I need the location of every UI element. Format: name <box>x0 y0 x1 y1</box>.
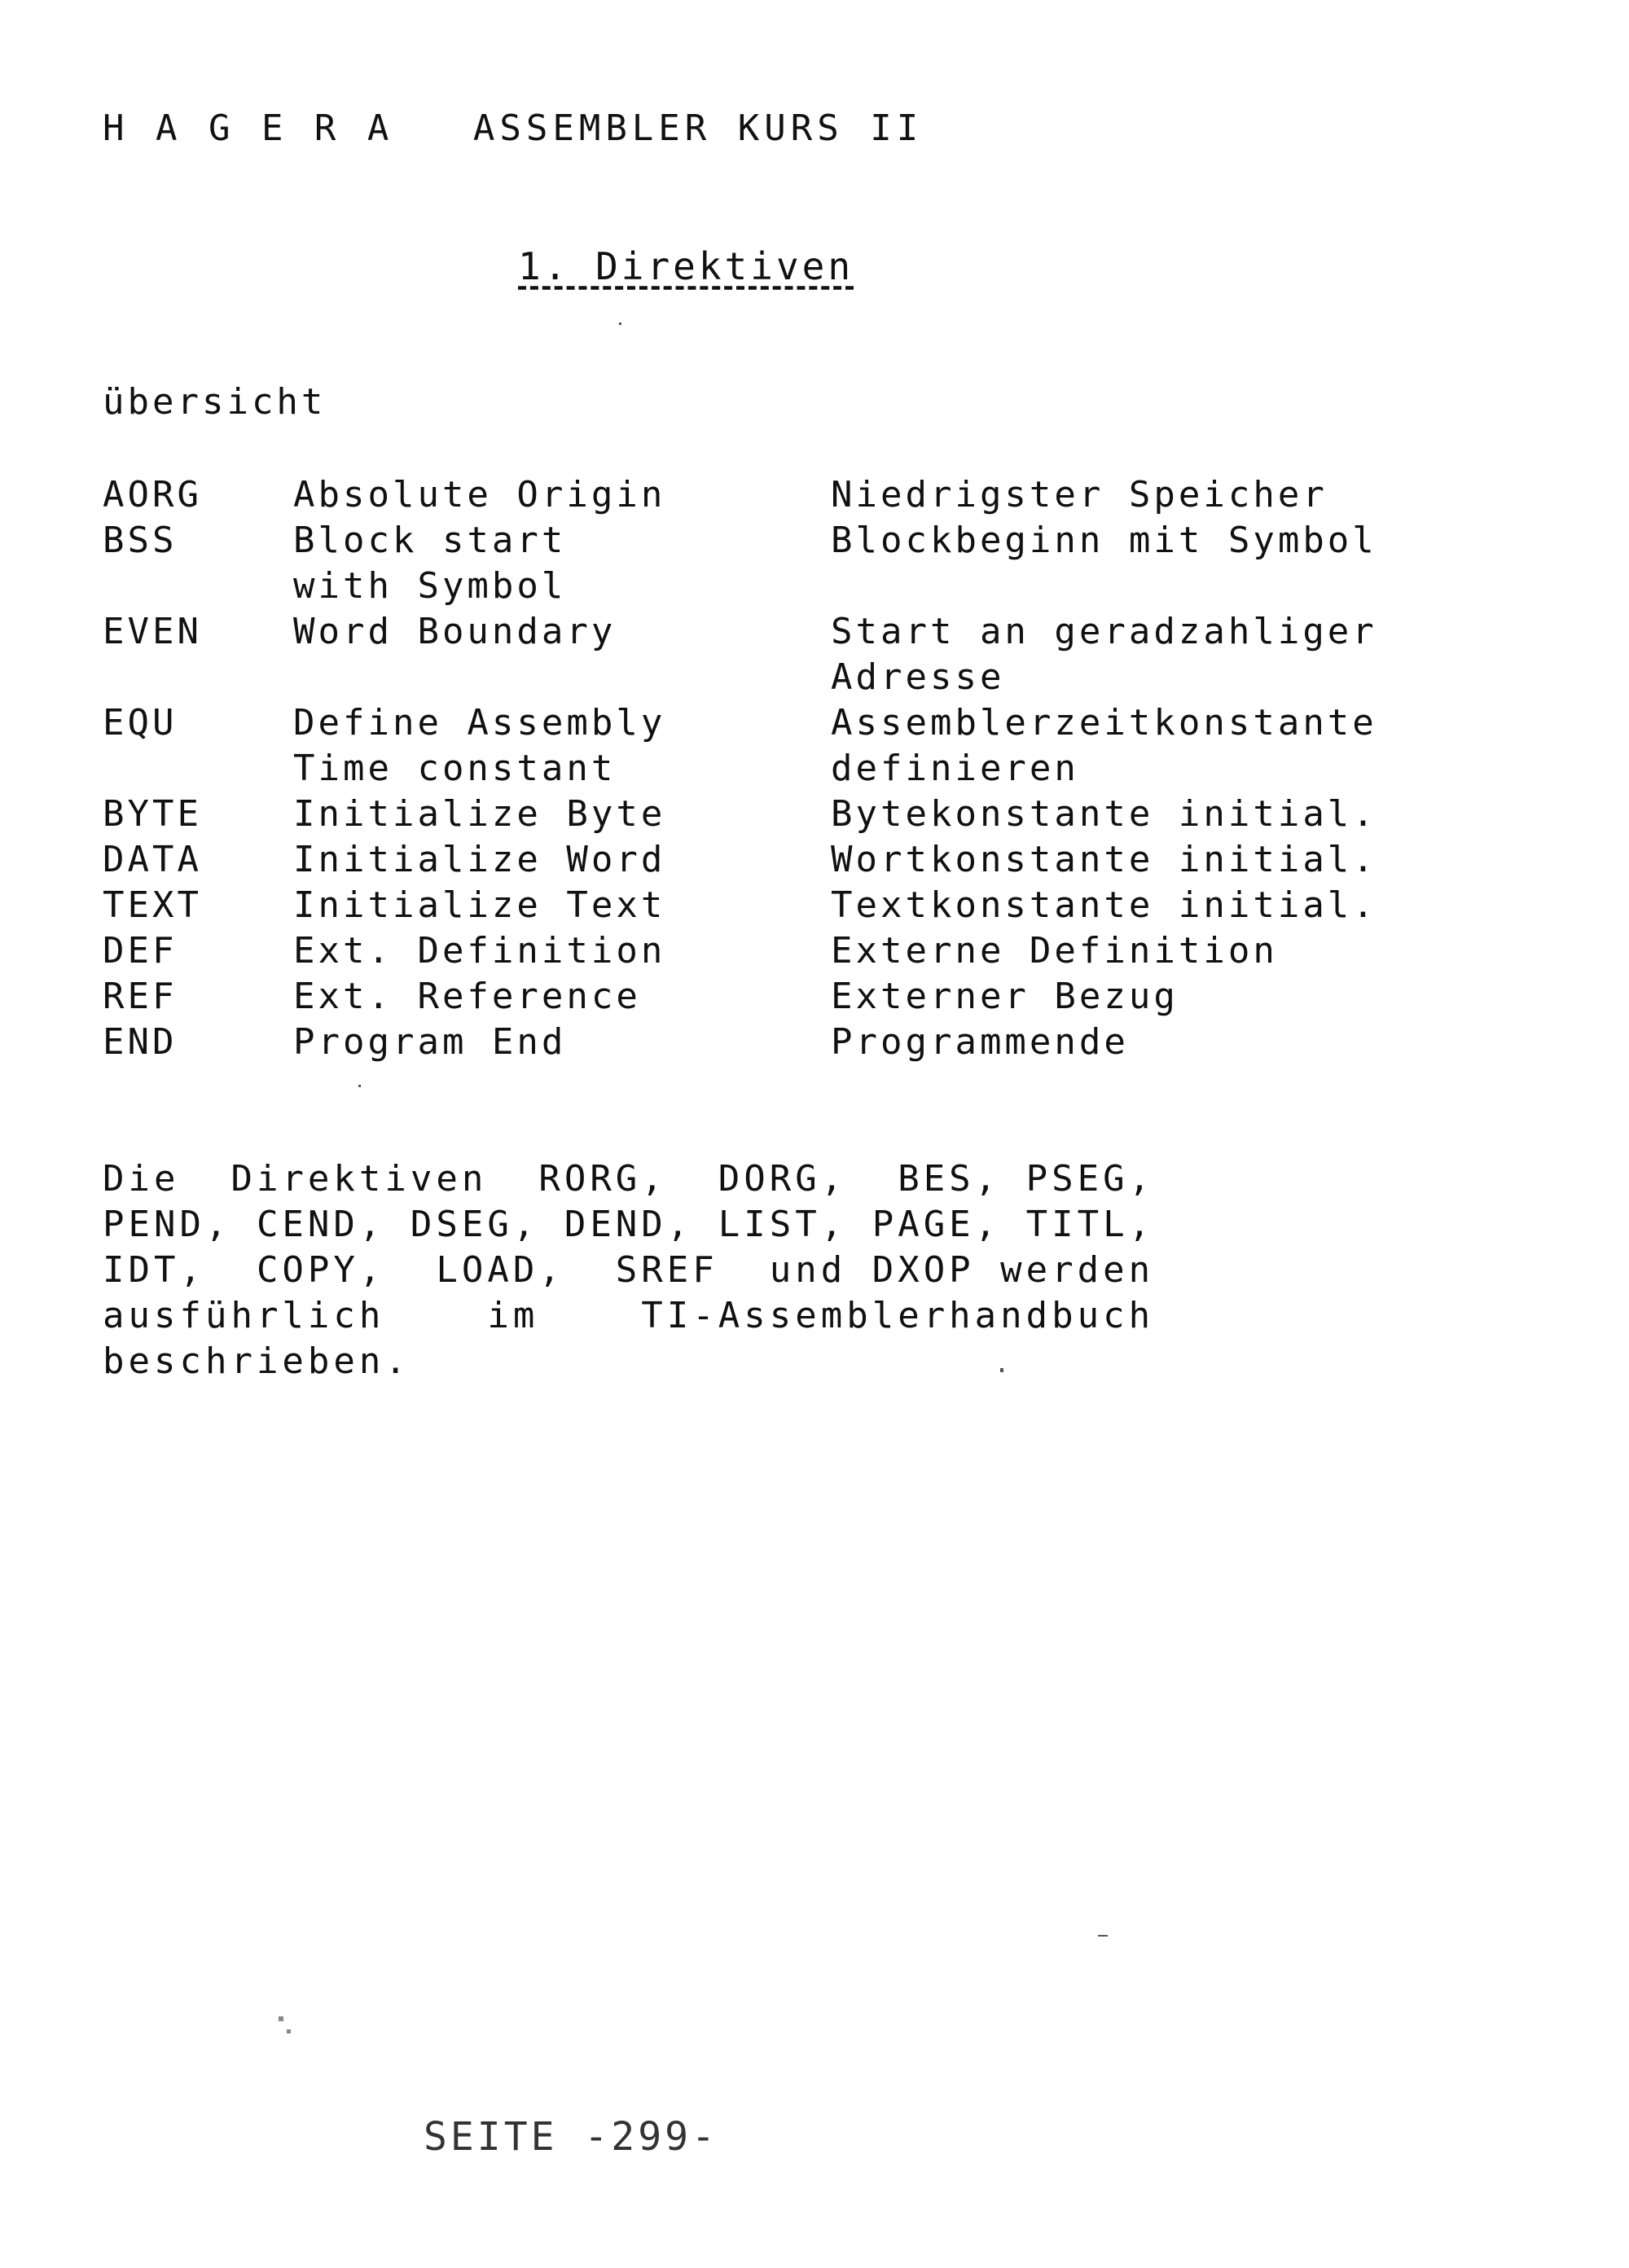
directive-row-text <box>103 883 1564 928</box>
directive-row-byte <box>103 792 1564 837</box>
directive-german-line: definieren <box>831 748 1079 789</box>
directive-english-line: Time constant <box>293 748 617 789</box>
directive-code <box>103 837 293 883</box>
directive-english-line: Program End <box>293 1021 567 1063</box>
directive-english <box>293 609 831 700</box>
directive-code-text: REF <box>103 976 178 1017</box>
scan-speck <box>358 1085 361 1087</box>
directive-english-line: Define Assembly <box>293 702 666 744</box>
paragraph-line: beschrieben. <box>103 1340 411 1382</box>
directive-row-bss <box>103 518 1564 609</box>
directive-row-ref <box>103 974 1564 1020</box>
directive-german <box>831 928 1564 974</box>
directive-english-line: Ext. Definition <box>293 930 666 972</box>
directive-english <box>293 974 831 1020</box>
directive-german <box>831 883 1564 928</box>
directive-english <box>293 518 831 609</box>
directive-english <box>293 928 831 974</box>
directive-english <box>293 472 831 518</box>
directive-code <box>103 700 293 792</box>
directive-german <box>831 974 1564 1020</box>
section-heading: 1. Direktiven <box>518 244 854 288</box>
directive-english-line: Initialize Word <box>293 839 666 880</box>
document-header: H A G E R A ASSEMBLER KURS II <box>103 107 924 149</box>
directive-code <box>103 609 293 700</box>
directive-german <box>831 472 1564 518</box>
directive-german-line: Niedrigster Speicher <box>831 474 1328 515</box>
directive-row-def <box>103 928 1564 974</box>
directive-row-data <box>103 837 1564 883</box>
directive-code-text: DATA <box>103 839 202 880</box>
directive-english <box>293 792 831 837</box>
directive-code <box>103 1020 293 1065</box>
directive-code <box>103 518 293 609</box>
paragraph-line: ausführlich im TI-Assemblerhandbuch <box>103 1295 1155 1336</box>
directive-english-line: Ext. Reference <box>293 976 641 1017</box>
scan-speck <box>1000 1368 1003 1372</box>
directive-german-line: Blockbeginn mit Symbol <box>831 520 1377 561</box>
directive-row-equ <box>103 700 1564 792</box>
directive-german <box>831 518 1564 609</box>
directive-german-line: Start an geradzahliger <box>831 611 1377 652</box>
directive-german-line: Wortkonstante initial. <box>831 839 1377 880</box>
directive-code <box>103 928 293 974</box>
directive-german-line: Externer Bezug <box>831 976 1179 1017</box>
directive-code-text: EQU <box>103 702 178 744</box>
directives-paragraph <box>103 1156 1154 1384</box>
directive-english-line: Initialize Text <box>293 884 666 926</box>
directive-english <box>293 883 831 928</box>
directive-german <box>831 609 1564 700</box>
directive-english-line: Absolute Origin <box>293 474 666 515</box>
directive-code <box>103 472 293 518</box>
directive-german <box>831 1020 1564 1065</box>
directive-german <box>831 837 1564 883</box>
directives-table <box>103 472 1564 1065</box>
paragraph-line: PEND, CEND, DSEG, DEND, LIST, PAGE, TITL, <box>103 1204 1155 1245</box>
directive-row-aorg <box>103 472 1564 518</box>
directive-english-line: with Symbol <box>293 565 567 607</box>
directive-code <box>103 974 293 1020</box>
directive-code-text: TEXT <box>103 884 202 926</box>
directive-code-text: DEF <box>103 930 178 972</box>
scan-speck <box>619 322 621 325</box>
directive-code <box>103 792 293 837</box>
directive-german <box>831 792 1564 837</box>
directive-english-line: Word Boundary <box>293 611 617 652</box>
directive-english-line: Block start <box>293 520 567 561</box>
directive-german-line: Externe Definition <box>831 930 1278 972</box>
directive-code-text: END <box>103 1021 178 1063</box>
scan-speck <box>1098 1935 1108 1937</box>
page-number: SEITE -299- <box>424 2114 718 2160</box>
scan-speck <box>279 2016 283 2021</box>
paragraph-line: Die Direktiven RORG, DORG, BES, PSEG, <box>103 1158 1155 1200</box>
directive-german-line: Adresse <box>831 656 1005 698</box>
section-subheading: übersicht <box>103 381 327 423</box>
directive-code <box>103 883 293 928</box>
directive-english <box>293 837 831 883</box>
directive-german-line: Textkonstante initial. <box>831 884 1377 926</box>
directive-row-even <box>103 609 1564 700</box>
paragraph-line: IDT, COPY, LOAD, SREF und DXOP werden <box>103 1249 1155 1291</box>
directive-english-line: Initialize Byte <box>293 793 666 835</box>
directive-code-text: BYTE <box>103 793 202 835</box>
directive-english <box>293 700 831 792</box>
directive-code-text: AORG <box>103 474 202 515</box>
directive-row-end <box>103 1020 1564 1065</box>
scan-speck <box>287 2029 291 2033</box>
directive-code-text: EVEN <box>103 611 202 652</box>
directive-german-line: Programmende <box>831 1021 1129 1063</box>
directive-english <box>293 1020 831 1065</box>
directive-german-line: Bytekonstante initial. <box>831 793 1377 835</box>
directive-german <box>831 700 1564 792</box>
directive-code-text: BSS <box>103 520 178 561</box>
directive-german-line: Assemblerzeitkonstante <box>831 702 1377 744</box>
